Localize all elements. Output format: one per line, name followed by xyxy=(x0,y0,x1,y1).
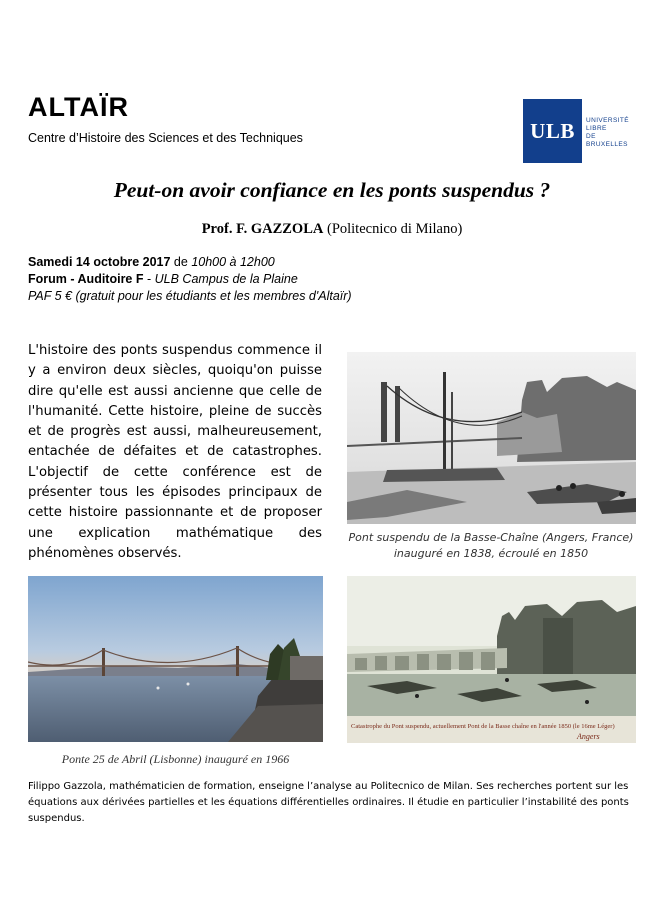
lisbon-bridge-illustration xyxy=(28,576,323,742)
speaker-affiliation: (Politecnico di Milano) xyxy=(326,221,463,237)
organization-title: ALTAÏR xyxy=(28,92,129,122)
speaker-name: Prof. F. GAZZOLA xyxy=(201,221,324,237)
event-date-line xyxy=(28,255,275,269)
speaker-line xyxy=(0,221,664,238)
lisbon-bridge-photo xyxy=(28,576,323,742)
speaker-bio: Filippo Gazzola, mathématicien de formation, enseigne l’analyse au Politecnico de Milan. Ses recherches portent sur les équations aux dérivées partielles et les équations différentielles ordinaires. Il étudie en particulier l’instabilité des ponts suspendus. xyxy=(28,781,629,824)
angers-caption-line-1: Pont suspendu de la Basse-Chaîne (Angers, France) xyxy=(348,531,634,544)
angers-bridge-illustration xyxy=(347,352,636,524)
talk-abstract: L'histoire des ponts suspendus commence il y a environ deux siècles, quoiqu'on puisse dire qu'elle est aussi ancienne que celle de l'humanité. Cette histoire, pleine de succès et de progrès est aussi, malheureusement, entachée de défaites et de catastrophes. L'objectif de cette conférence est de présenter tous les épisodes principaux de cette histoire passionnante et de proposer une explication mathématique des phénomènes observés. xyxy=(28,343,322,561)
event-time: 10h00 à 12h00 xyxy=(191,255,275,269)
talk-title: Peut-on avoir confiance en les ponts suspendus ? xyxy=(113,178,551,202)
ulb-logo-line-3: DE BRUXELLES xyxy=(586,133,628,148)
ulb-logo-wordmark xyxy=(586,117,633,149)
angers-bridge-engraving xyxy=(347,352,636,524)
event-venue: Forum - Auditoire F xyxy=(28,272,144,286)
angers-caption-line-2: inauguré en 1838, écroulé en 1850 xyxy=(393,547,589,560)
organization-subtitle: Centre d’Histoire des Sciences et des Techniques xyxy=(28,131,303,145)
event-date: Samedi 14 octobre 2017 xyxy=(28,255,171,269)
event-venue-line xyxy=(28,272,298,286)
postcard-place: Angers xyxy=(577,732,600,741)
event-fee-line xyxy=(28,289,352,303)
angers-caption xyxy=(340,530,642,562)
postcard-illustration xyxy=(347,576,636,743)
event-campus: ULB Campus de la Plaine xyxy=(154,272,298,286)
lisbon-caption: Ponte 25 de Abril (Lisbonne) inauguré en 1966 xyxy=(61,752,290,766)
ulb-logo xyxy=(523,99,633,163)
event-fee: PAF 5 € (gratuit pour les étudiants et les membres d'Altaïr) xyxy=(28,289,352,303)
ulb-logo-line-1: UNIVERSITÉ xyxy=(586,117,630,124)
angers-catastrophe-postcard xyxy=(347,576,636,743)
event-venue-separator: - xyxy=(146,272,152,286)
ulb-logo-line-2: LIBRE xyxy=(586,125,607,132)
postcard-inscription: Catastrophe du Pont suspendu, actuellement Pont de la Basse chaîne en l'année 1850 (le 16me Léger) xyxy=(351,723,615,730)
ulb-logo-mark: ULB xyxy=(523,99,582,163)
event-date-conjunction: de xyxy=(173,255,188,269)
